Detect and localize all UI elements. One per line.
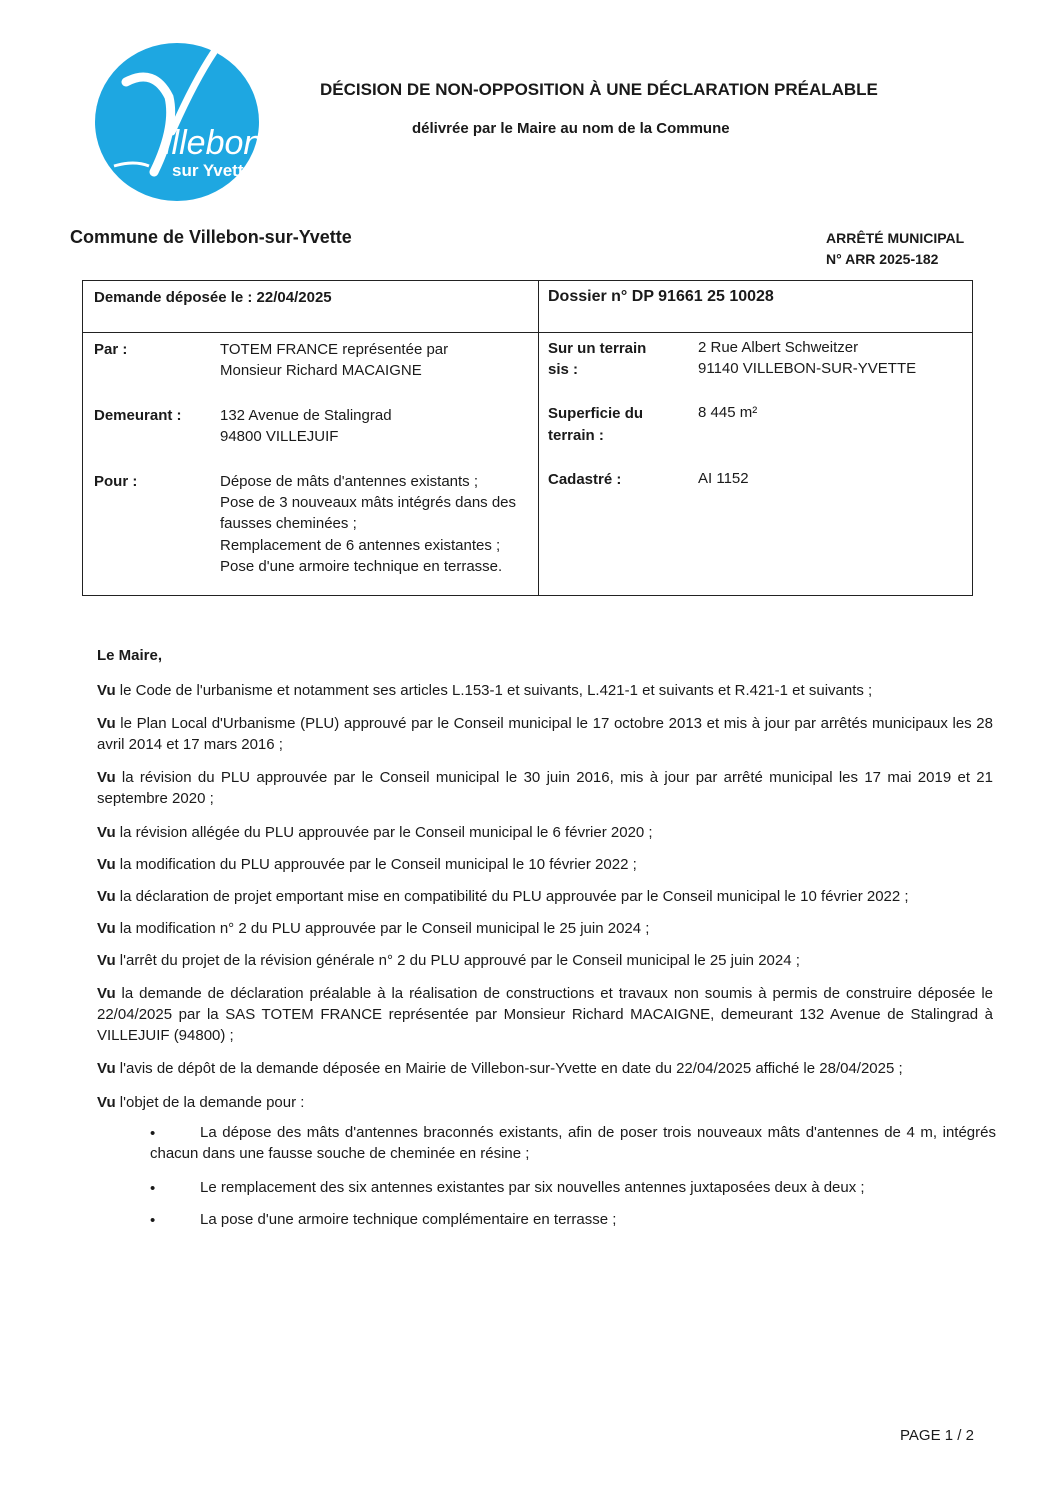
bullet-1-marker: •	[150, 1125, 156, 1142]
pour-label: Pour :	[94, 473, 138, 490]
cadastre-value: AI 1152	[698, 470, 749, 487]
cadastre-label: Cadastré :	[548, 471, 622, 488]
dossier-number: Dossier n° DP 91661 25 10028	[548, 288, 774, 305]
par-label: Par :	[94, 341, 128, 358]
vu-paragraph-1	[97, 680, 993, 701]
vu-word: Vu	[97, 769, 116, 786]
le-maire: Le Maire,	[97, 647, 163, 664]
vu-paragraph-2	[97, 713, 993, 755]
vu-paragraph-9	[97, 983, 993, 1046]
bullet-2-text: Le remplacement des six antennes existantes par six nouvelles antennes juxtaposées deux à deux ;	[200, 1179, 865, 1196]
request-info-box	[82, 280, 973, 596]
bullet-1-text: La dépose des mâts d'antennes braconnés existants, afin de poser trois nouveaux mâts d'antennes de 4 m, intégrés chacun dans une fausse souche de cheminée en résine ;	[150, 1124, 996, 1162]
demeurant-label: Demeurant :	[94, 407, 182, 424]
vu-paragraph-4	[97, 822, 993, 843]
bullet-2-marker: •	[150, 1180, 156, 1197]
demeurant-value-1: 132 Avenue de Stalingrad	[220, 407, 392, 424]
vu-paragraph-11	[97, 1092, 993, 1113]
vu-word: Vu	[97, 682, 116, 699]
vu-word: Vu	[97, 888, 116, 905]
superficie-label-1: Superficie du	[548, 405, 644, 422]
document-subtitle: délivrée par le Maire au nom de la Commune	[412, 120, 730, 137]
vu-text: l'arrêt du projet de la révision générale n° 2 du PLU approuvé par le Conseil municipal le 25 juin 2024 ;	[115, 952, 800, 969]
pour-value-4: Remplacement de 6 antennes existantes ;	[220, 537, 501, 554]
vu-text: la modification n° 2 du PLU approuvée par le Conseil municipal le 25 juin 2024 ;	[115, 920, 650, 937]
terrain-label-1: Sur un terrain	[548, 340, 647, 357]
arrete-line1: ARRÊTÉ MUNICIPAL	[826, 230, 965, 246]
vu-text: la révision allégée du PLU approuvée par le Conseil municipal le 6 février 2020 ;	[115, 824, 653, 841]
arrete-reference	[826, 228, 964, 270]
vu-word: Vu	[97, 920, 116, 937]
vu-paragraph-3	[97, 767, 993, 809]
par-value-1: TOTEM FRANCE représentée par	[220, 341, 449, 358]
vu-text: la demande de déclaration préalable à la réalisation de constructions et travaux non soumis à permis de construire déposée le 22/04/2025 par la SAS TOTEM FRANCE représentée par Monsieur Richard MACAIGNE, demeurant 132 Avenue de Stalingrad à VILLEJUIF (94800) ;	[97, 985, 993, 1044]
pour-value-1: Dépose de mâts d'antennes existants ;	[220, 473, 479, 490]
vu-paragraph-7	[97, 918, 993, 939]
vu-word: Vu	[97, 1060, 116, 1077]
vu-paragraph-6	[97, 886, 993, 907]
demande-date: Demande déposée le : 22/04/2025	[94, 289, 332, 306]
superficie-value: 8 445 m²	[698, 404, 758, 421]
page-number: PAGE 1 / 2	[900, 1427, 974, 1444]
vu-word: Vu	[97, 856, 116, 873]
vu-text: l'objet de la demande pour :	[115, 1094, 305, 1111]
vu-paragraph-8	[97, 950, 993, 971]
par-value-2: Monsieur Richard MACAIGNE	[220, 362, 422, 379]
bullet-3-text: La pose d'une armoire technique complémentaire en terrasse ;	[200, 1211, 617, 1228]
pour-value-5: Pose d'une armoire technique en terrasse.	[220, 558, 503, 575]
pour-value-2: Pose de 3 nouveaux mâts intégrés dans des	[220, 494, 517, 511]
bullet-3-marker: •	[150, 1212, 156, 1229]
vu-text: la déclaration de projet emportant mise en compatibilité du PLU approuvée par le Conseil municipal le 10 février 2022 ;	[115, 888, 909, 905]
terrain-value-1: 2 Rue Albert Schweitzer	[698, 339, 859, 356]
commune-name: Commune de Villebon-sur-Yvette	[70, 227, 352, 247]
villebon-logo	[94, 42, 260, 202]
vu-text: la révision du PLU approuvée par le Conseil municipal le 30 juin 2016, mis à jour par arrêté municipal les 17 mai 2019 et 21 septembre 2020 ;	[97, 769, 993, 807]
logo-text-sub: sur Yvette	[172, 161, 253, 180]
vu-text: la modification du PLU approuvée par le Conseil municipal le 10 février 2022 ;	[115, 856, 637, 873]
terrain-value-2: 91140 VILLEBON-SUR-YVETTE	[698, 360, 917, 377]
vu-word: Vu	[97, 715, 116, 732]
vu-word: Vu	[97, 1094, 116, 1111]
vu-paragraph-5	[97, 854, 993, 875]
vu-paragraph-10	[97, 1058, 993, 1079]
demeurant-value-2: 94800 VILLEJUIF	[220, 428, 339, 445]
logo-text-main: illebon	[164, 124, 260, 162]
terrain-label-2: sis :	[548, 361, 579, 378]
vu-word: Vu	[97, 952, 116, 969]
superficie-label-2: terrain :	[548, 427, 604, 444]
vu-text: l'avis de dépôt de la demande déposée en Mairie de Villebon-sur-Yvette en date du 22/04/2025 affiché le 28/04/2025 ;	[115, 1060, 903, 1077]
pour-value-3: fausses cheminées ;	[220, 515, 357, 532]
vu-text: le Plan Local d'Urbanisme (PLU) approuvé par le Conseil municipal le 17 octobre 2013 et mis à jour par arrêtés municipaux les 28 avril 2014 et 17 mars 2016 ;	[97, 715, 993, 753]
vu-word: Vu	[97, 985, 116, 1002]
vu-word: Vu	[97, 824, 116, 841]
document-title: DÉCISION DE NON-OPPOSITION À UNE DÉCLARATION PRÉALABLE	[320, 80, 878, 99]
arrete-line2: N° ARR 2025-182	[826, 251, 939, 267]
vu-text: le Code de l'urbanisme et notamment ses articles L.153-1 et suivants, L.421-1 et suivants et R.421-1 et suivants ;	[115, 682, 873, 699]
